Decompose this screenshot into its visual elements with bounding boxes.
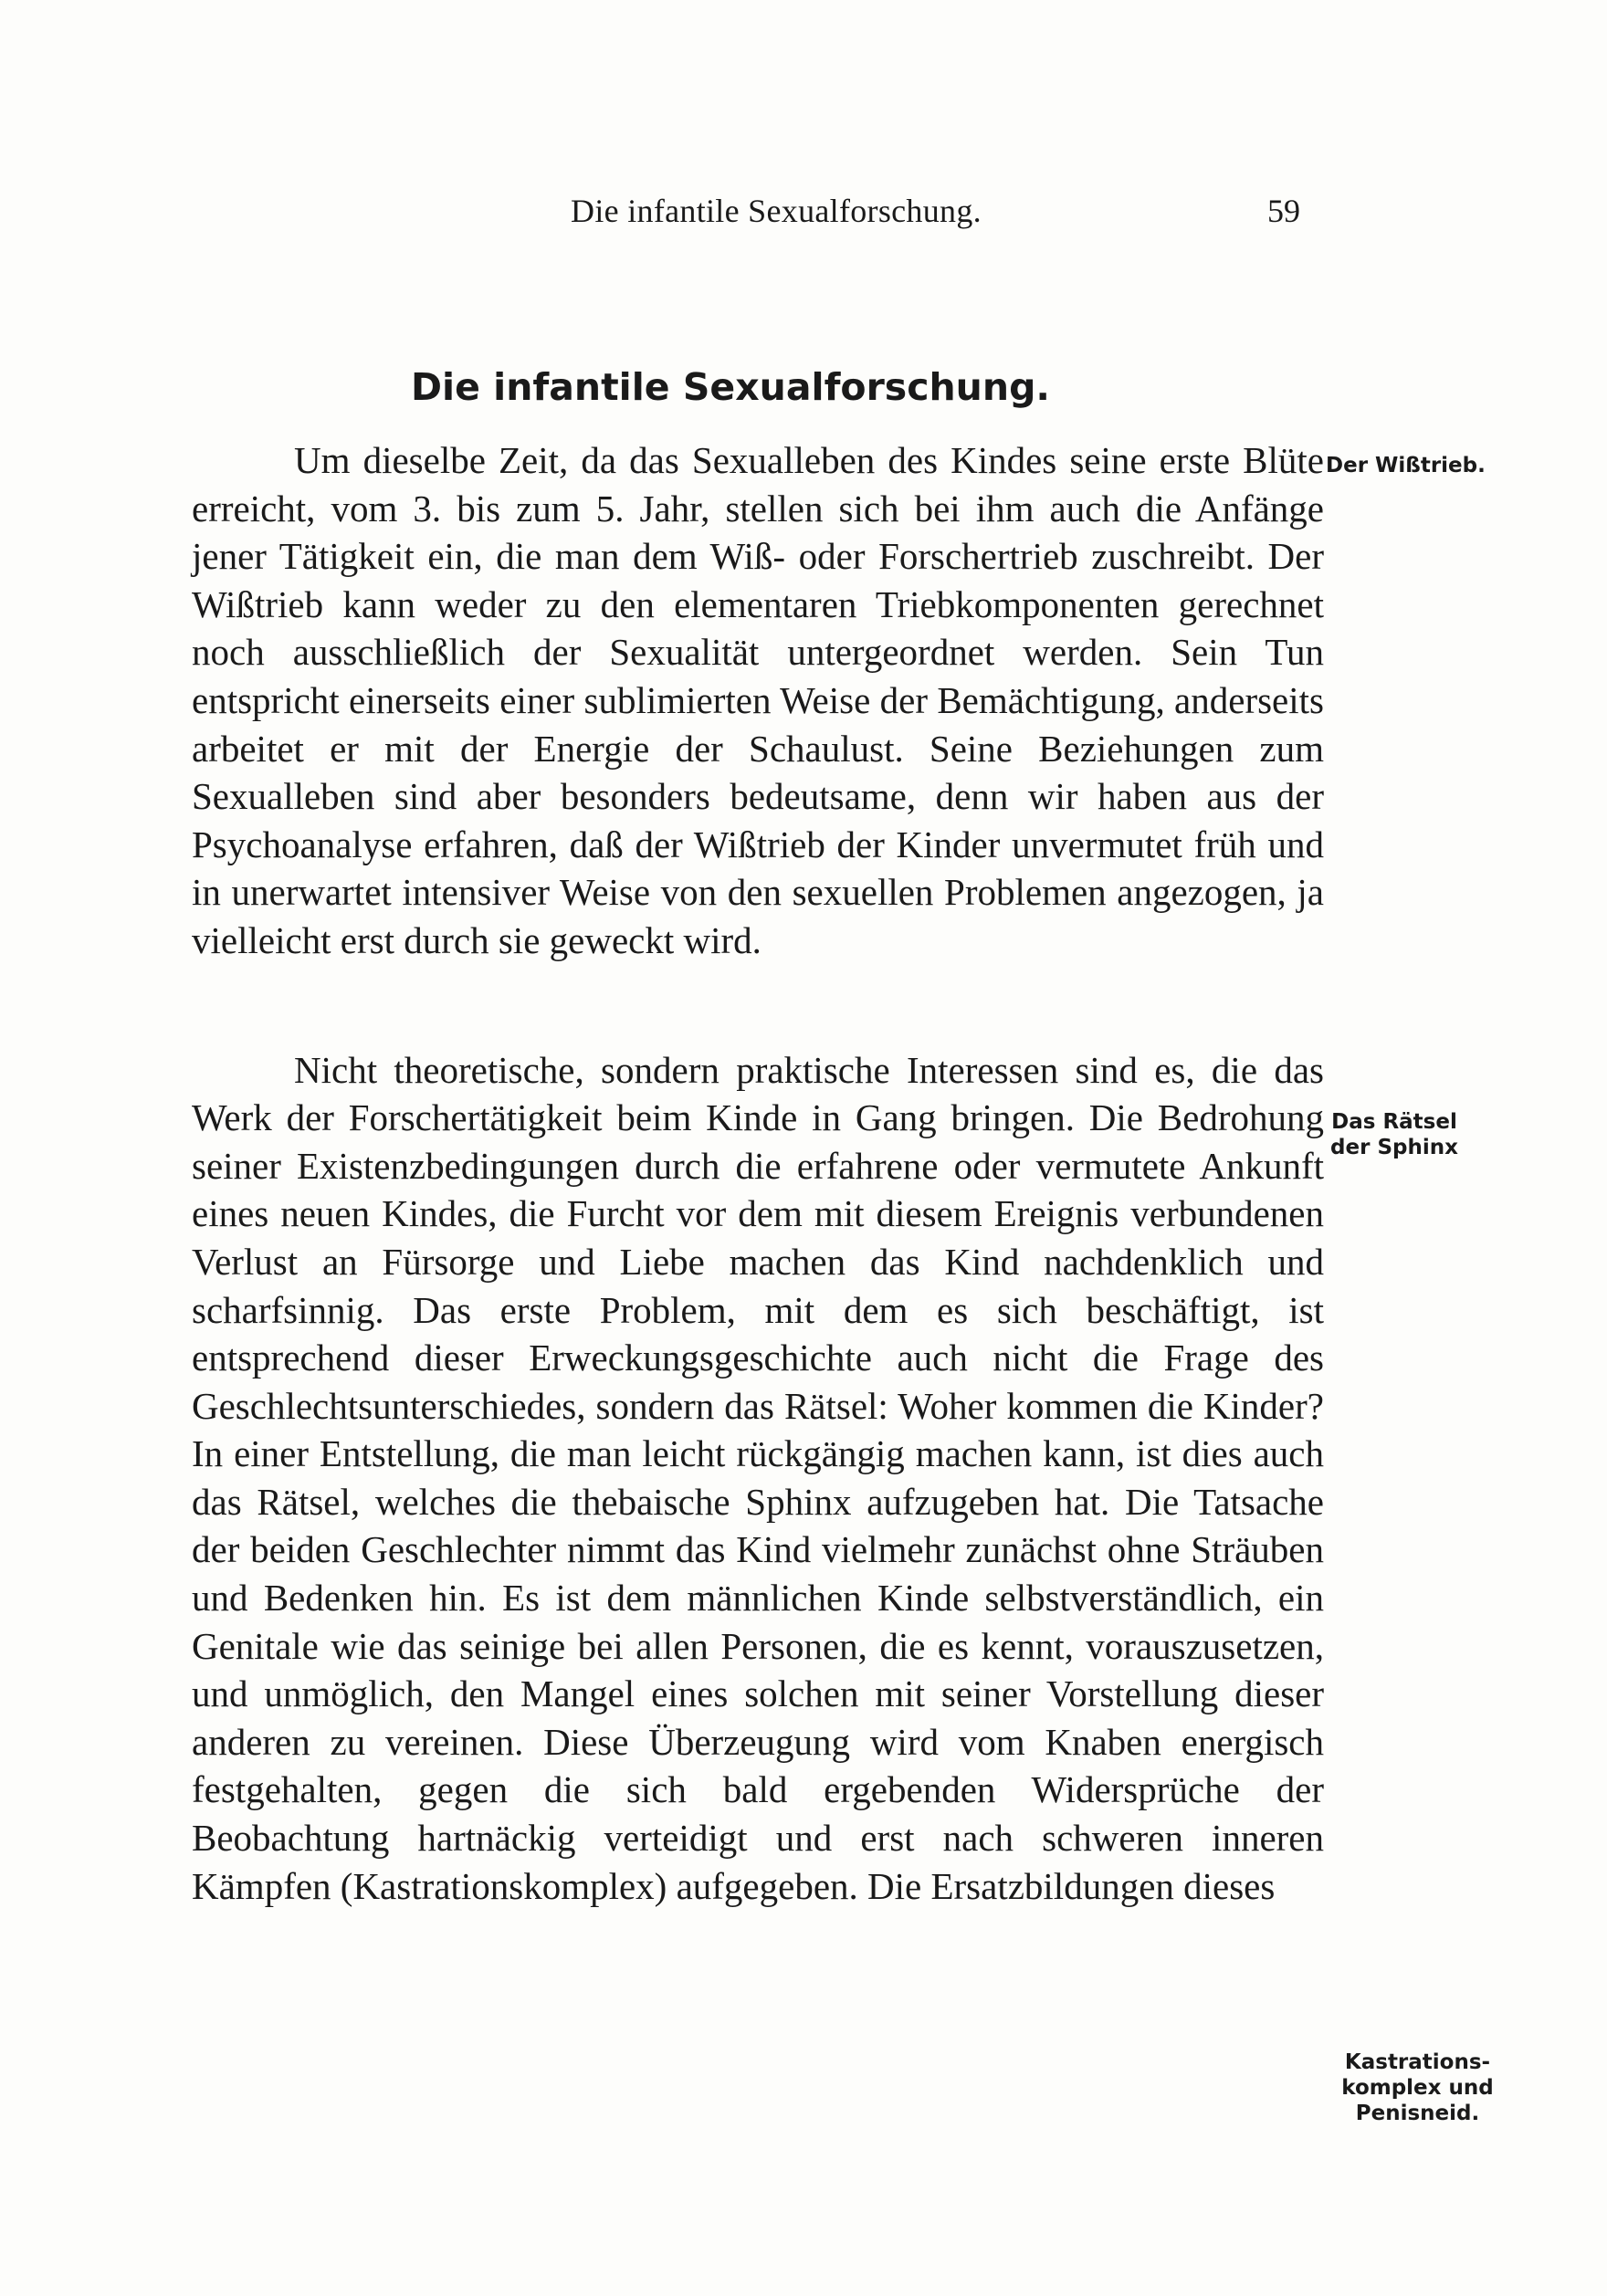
running-title: Die infantile Sexualforschung. [571, 193, 982, 229]
margin-note-kastrationskomplex: Kastrationskomplex und Penisneid. [1341, 2050, 1494, 2125]
margin-note-sphinx: Das Rätsel der Sphinx [1330, 1110, 1458, 1159]
running-head [0, 192, 1607, 246]
page-number: 59 [1267, 193, 1300, 229]
body-text [192, 436, 1324, 1910]
paragraph-1: Um dieselbe Zeit, da das Sexualleben des Kindes seine erste Blüte erreicht, vom 3. bis zum 5. Jahr, stellen sich bei ihm auch die Anfänge jener Tätigkeit ein, die man dem Wiß- oder Forschertrieb zuschreibt. Der Wißtrieb kann weder zu den elementaren Triebkomponenten gerechnet noch ausschließlich der Sexualität untergeordnet werden. Sein Tun entspricht einerseits einer sublimierten Weise der Bemächtigung, anderseits arbeitet er mit der Energie der Schaulust. Seine Beziehungen zum Sexualleben sind aber besonders bedeutsame, denn wir haben aus der Psychoanalyse erfahren, daß der Wißtrieb der Kinder unvermutet früh und in unerwartet intensiver Weise von den sexuellen Problemen angezogen, ja vielleicht erst durch sie geweckt wird. [192, 439, 1324, 961]
paragraph-2: Nicht theoretische, sondern praktische Interessen sind es, die das Werk der Forschertätigkeit beim Kinde in Gang bringen. Die Bedrohung seiner Existenzbedingungen durch die erfahrene oder vermutete Ankunft eines neuen Kindes, die Furcht vor dem mit diesem Ereignis verbundenen Verlust an Fürsorge und Liebe machen das Kind nachdenklich und scharfsinnig. Das erste Problem, mit dem es sich beschäftigt, ist entsprechend dieser Erweckungsgeschichte auch nicht die Frage des Geschlechtsunterschiedes, sondern das Rätsel: Woher kommen die Kinder? In einer Entstellung, die man leicht rückgängig machen kann, ist dies auch das Rätsel, welches die thebaische Sphinx aufzugeben hat. Die Tatsache der beiden Geschlechter nimmt das Kind vielmehr zunächst ohne Sträuben und Bedenken hin. Es ist dem männlichen Kinde selbstverständlich, ein Genitale wie das seinige bei allen Personen, die es kennt, vorauszusetzen, und unmöglich, den Mangel eines solchen mit seiner Vorstellung dieser anderen zu vereinen. Diese Überzeugung wird vom Knaben energisch festgehalten, gegen die sich bald ergebenden Widersprüche der Beobachtung hartnäckig verteidigt und erst nach schweren inneren Kämpfen (Kastrationskomplex) aufgegeben. Die Ersatzbildungen dieses [192, 1048, 1324, 1907]
margin-note-wisstrieb: Der Wißtrieb. [1326, 454, 1486, 477]
section-heading: Die infantile Sexualforschung. [410, 365, 1050, 409]
